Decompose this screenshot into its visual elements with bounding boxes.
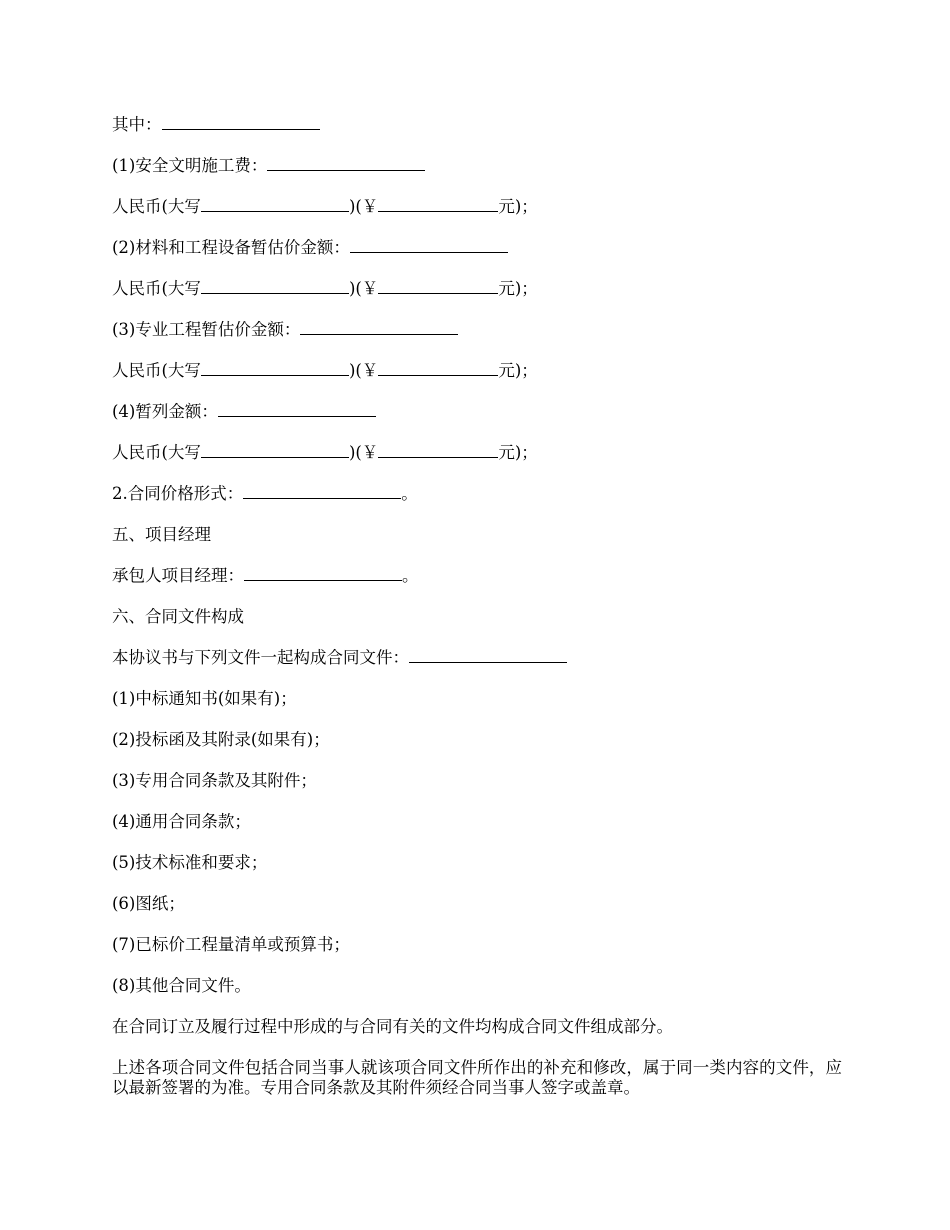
line-agreement-docs [112, 647, 567, 669]
rmb-amount-blank-1[interactable] [378, 196, 498, 212]
rmb-uppercase-blank-4[interactable] [201, 442, 349, 458]
rmb-amount-blank-4[interactable] [378, 442, 498, 458]
list-item: (7)已标价工程量清单或预算书； [112, 935, 350, 954]
rmb-label: 人民币(大写 [112, 443, 201, 462]
contractor-pm-label: 承包人项目经理： [112, 566, 244, 585]
specialty-estimate-label: (3)专业工程暂估价金额： [112, 320, 301, 339]
line-rmb-3 [112, 360, 538, 382]
material-estimate-blank[interactable] [350, 237, 508, 253]
rmb-uppercase-blank-1[interactable] [201, 196, 349, 212]
rmb-yen-label: )(￥ [348, 197, 379, 216]
heading-contract-documents: 六、合同文件构成 [112, 607, 244, 626]
rmb-label: 人民币(大写 [112, 279, 201, 298]
list-item: (1)中标通知书(如果有)； [112, 689, 297, 708]
safety-fee-blank[interactable] [267, 155, 425, 171]
specialty-estimate-blank[interactable] [300, 319, 458, 335]
price-form-label: 2.合同价格形式： [112, 484, 244, 503]
rmb-yen-label: )(￥ [348, 443, 379, 462]
line-rmb-1 [112, 196, 538, 218]
heading-project-manager: 五、项目经理 [112, 525, 211, 544]
rmb-amount-blank-3[interactable] [378, 360, 498, 376]
agreement-docs-label: 本协议书与下列文件一起构成合同文件： [112, 648, 409, 667]
list-item: (3)专用合同条款及其附件； [112, 771, 317, 790]
line-safety-fee [112, 155, 425, 177]
qizhong-label: 其中： [112, 115, 162, 134]
line-price-form [112, 483, 418, 505]
rmb-yen-label: )(￥ [348, 361, 379, 380]
list-item: (6)图纸； [112, 894, 185, 913]
period: 。 [401, 484, 418, 503]
list-item: (5)技术标准和要求； [112, 853, 268, 872]
provisional-sum-blank[interactable] [218, 401, 376, 417]
line-rmb-2 [112, 278, 538, 300]
rmb-yuan-label: 元)； [498, 361, 538, 380]
line-material-estimate [112, 237, 508, 259]
rmb-yuan-label: 元)； [498, 443, 538, 462]
line-contractor-pm [112, 565, 419, 587]
line-qizhong [112, 114, 320, 136]
rmb-yen-label: )(￥ [348, 279, 379, 298]
price-form-blank[interactable] [243, 483, 401, 499]
line-provisional-sum [112, 401, 376, 423]
agreement-docs-blank[interactable] [409, 647, 567, 663]
period: 。 [402, 566, 419, 585]
paragraph-docs-composition: 在合同订立及履行过程中形成的与合同有关的文件均构成合同文件组成部分。 [112, 1017, 673, 1036]
rmb-uppercase-blank-3[interactable] [201, 360, 349, 376]
contractor-pm-blank[interactable] [244, 565, 402, 581]
rmb-yuan-label: 元)； [498, 279, 538, 298]
list-item: (2)投标函及其附录(如果有)； [112, 730, 330, 749]
rmb-label: 人民币(大写 [112, 361, 201, 380]
provisional-sum-label: (4)暂列金额： [112, 402, 218, 421]
paragraph-docs-precedence: 上述各项合同文件包括合同当事人就该项合同文件所作出的补充和修改，属于同一类内容的文件，应以最新签署的为准。专用合同条款及其附件须经合同当事人签字或盖章。 [112, 1058, 842, 1097]
safety-fee-label: (1)安全文明施工费： [112, 156, 268, 175]
material-estimate-label: (2)材料和工程设备暂估价金额： [112, 238, 350, 257]
rmb-label: 人民币(大写 [112, 197, 201, 216]
list-item: (8)其他合同文件。 [112, 976, 251, 995]
rmb-yuan-label: 元)； [498, 197, 538, 216]
rmb-uppercase-blank-2[interactable] [201, 278, 349, 294]
list-item: (4)通用合同条款； [112, 812, 251, 831]
line-specialty-estimate [112, 319, 458, 341]
qizhong-blank[interactable] [162, 114, 320, 130]
line-rmb-4 [112, 442, 538, 464]
rmb-amount-blank-2[interactable] [378, 278, 498, 294]
